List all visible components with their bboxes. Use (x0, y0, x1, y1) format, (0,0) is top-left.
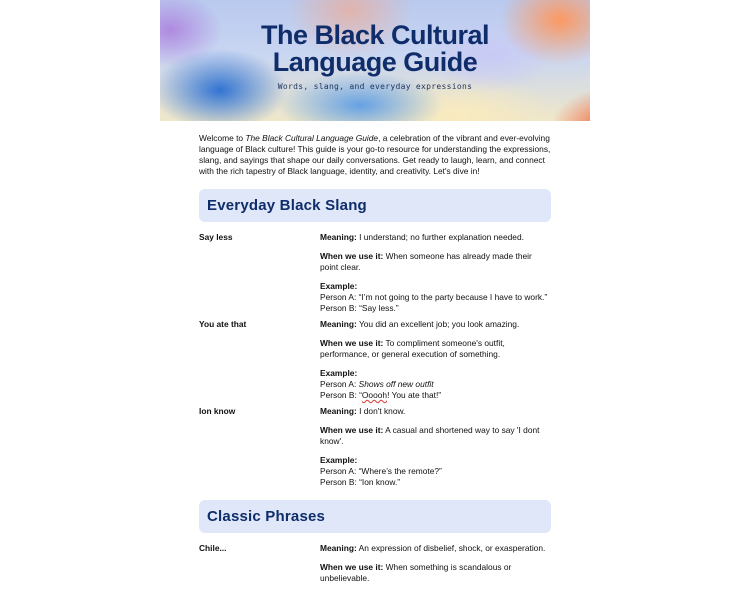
entry-meaning (320, 232, 551, 243)
when-text: When something is scandalous or unbelievable. (320, 562, 512, 583)
example-label: Example: (320, 455, 358, 465)
entry-term: You ate that (199, 319, 247, 329)
when-text: When someone has already made their point clear. (320, 251, 532, 272)
example-speaker-a: Person A: (320, 466, 359, 476)
glossary-entry (199, 543, 551, 592)
title-line-1: The Black Cultural (260, 20, 490, 50)
meaning-text: I understand; no further explanation needed. (359, 232, 524, 242)
example-line-a: “Where’s the remote?” (358, 466, 442, 476)
section-title: Everyday Black Slang (207, 197, 367, 214)
meaning-label: Meaning: (320, 543, 357, 553)
entry-meaning (320, 543, 551, 554)
entry-example (320, 368, 551, 401)
misspelled-word[interactable]: Ooooh (361, 390, 388, 400)
entry-when (320, 425, 551, 447)
meaning-text: I don't know. (359, 406, 406, 416)
example-line-b: “Ion know.” (359, 477, 401, 487)
intro-prefix: Welcome to (199, 133, 246, 143)
glossary-entry (199, 406, 551, 488)
glossary-entry (199, 319, 551, 401)
example-quote-open: “ (359, 390, 362, 400)
entry-when (320, 562, 551, 584)
section-header-everyday-slang (199, 189, 551, 222)
meaning-text: An expression of disbelief, shock, or exasperation. (358, 543, 546, 553)
entry-definitions (320, 319, 551, 401)
meaning-label: Meaning: (320, 232, 357, 242)
meaning-label: Meaning: (320, 406, 357, 416)
entry-definitions (320, 543, 551, 592)
entry-definitions (320, 232, 551, 314)
intro-guide-name: The Black Cultural Language Guide (245, 133, 379, 143)
example-line-a: “I’m not going to the party because I have to work.” (358, 292, 548, 302)
entry-term: Say less (199, 232, 233, 242)
glossary-entry (199, 232, 551, 314)
example-speaker-b: Person B: (320, 390, 360, 400)
entry-when (320, 338, 551, 360)
entry-meaning (320, 319, 551, 330)
when-label: When we use it: (320, 425, 384, 435)
when-label: When we use it: (320, 338, 384, 348)
section-title: Classic Phrases (207, 508, 326, 525)
section-header-classic-phrases (199, 500, 551, 533)
entry-example (320, 281, 551, 314)
when-label: When we use it: (320, 562, 384, 572)
meaning-text: You did an excellent job; you look amazing. (358, 319, 520, 329)
entry-term: Ion know (199, 406, 236, 416)
example-speaker-a: Person A: (320, 292, 359, 302)
intro-body: , a celebration of the vibrant and ever-evolving language of Black culture! This guide is your go-to resource for understanding the expressions, slang, and sayings that shape our daily conversations. Get ready to laugh, learn, and connect with the rich tapestry of Black language, identity, and creativity. Let's dive in! (199, 133, 551, 176)
example-label: Example: (320, 368, 358, 378)
entry-term: Chile... (199, 543, 227, 553)
entry-meaning (320, 406, 551, 417)
title-line-2: Language Guide (272, 47, 478, 77)
main-content (199, 133, 551, 597)
entry-definitions (320, 406, 551, 488)
meaning-label: Meaning: (320, 319, 357, 329)
example-line-b: “Say less.” (359, 303, 399, 313)
when-text: A casual and shortened way to say 'I dont know'. (320, 425, 540, 446)
when-label: When we use it: (320, 251, 384, 261)
example-line-a: Shows off new outfit (358, 379, 434, 389)
example-label: Example: (320, 281, 358, 291)
when-text: To compliment someone's outfit, performance, or general execution of something. (320, 338, 505, 359)
entry-when (320, 251, 551, 273)
page-subtitle: Words, slang, and everyday expressions (277, 82, 473, 91)
example-speaker-b: Person B: (320, 303, 360, 313)
header-banner (160, 0, 590, 121)
example-line-b-rest: ! You ate that!” (387, 390, 442, 400)
entry-example (320, 455, 551, 488)
example-speaker-a: Person A: (320, 379, 359, 389)
page-title (160, 22, 590, 76)
intro-paragraph (199, 133, 551, 177)
example-speaker-b: Person B: (320, 477, 360, 487)
